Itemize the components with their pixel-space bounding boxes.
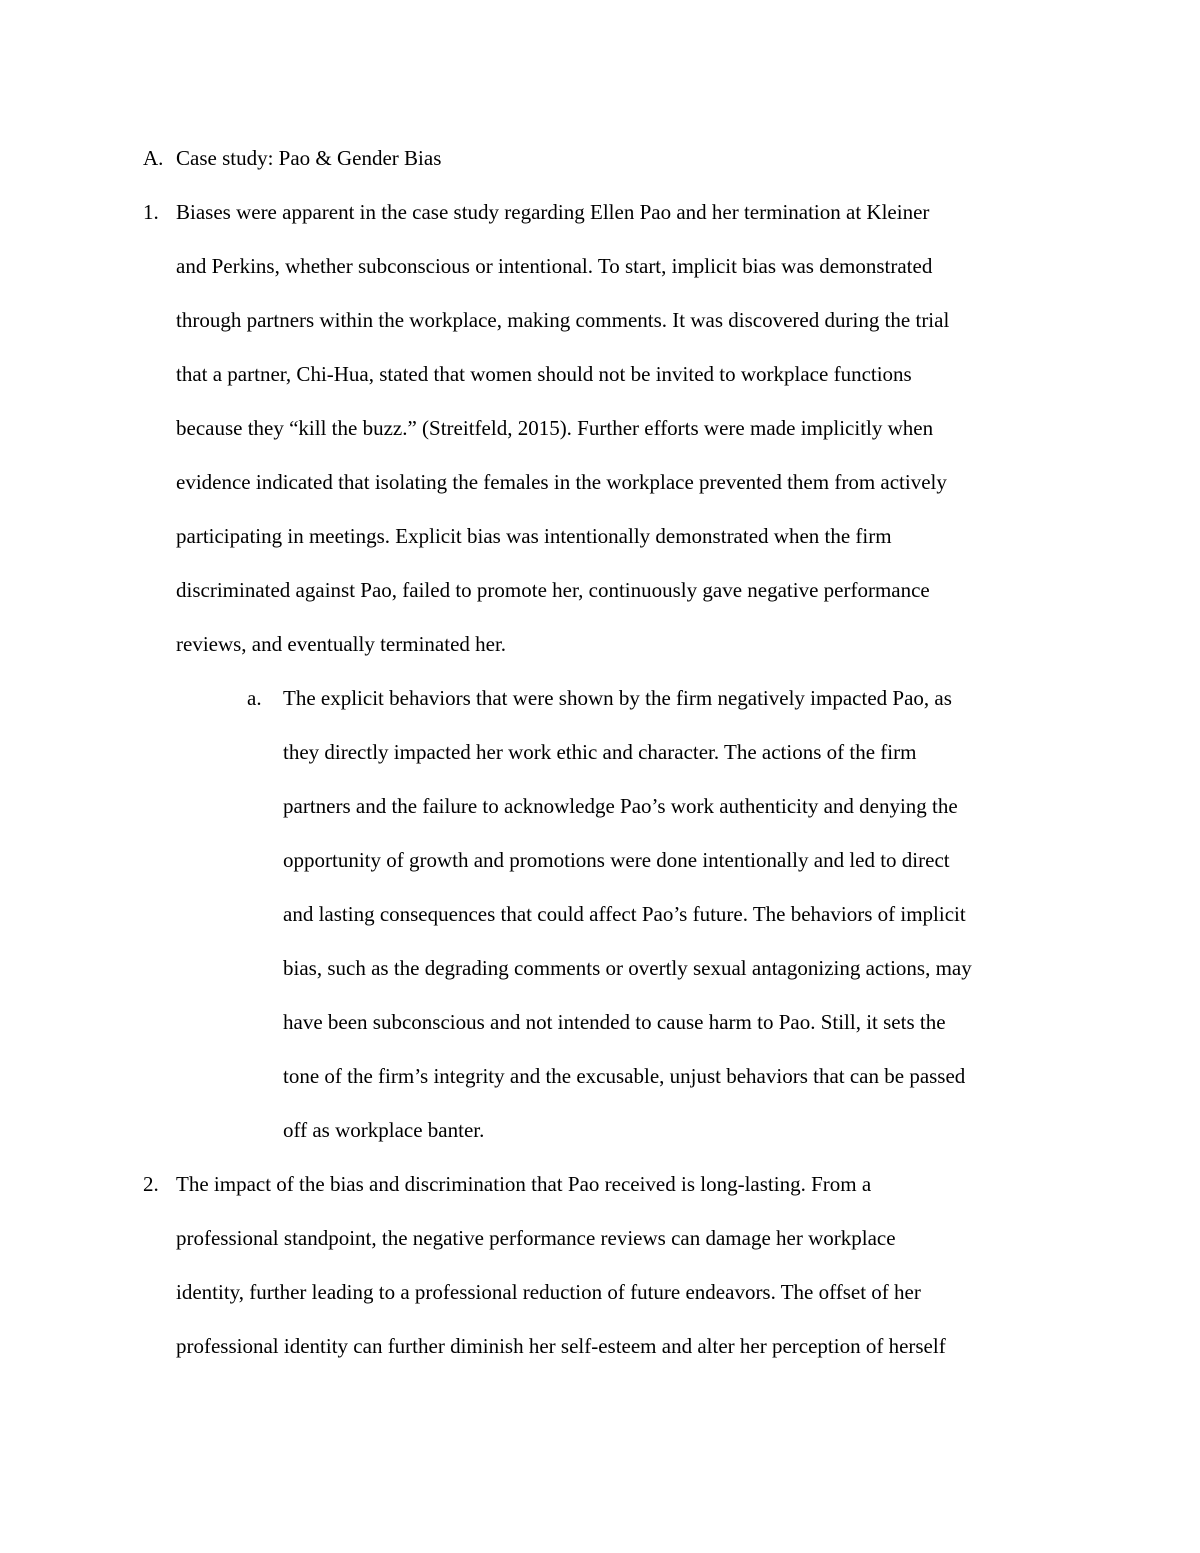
item1-line: evidence indicated that isolating the females in the workplace prevented them from actively	[176, 470, 947, 494]
item1a-line: have been subconscious and not intended to cause harm to Pao. Still, it sets the	[283, 1010, 946, 1034]
item1a-line: opportunity of growth and promotions were done intentionally and led to direct	[283, 848, 950, 872]
item1a-line: tone of the firm’s integrity and the excusable, unjust behaviors that can be passed	[283, 1064, 966, 1088]
item1-marker: 1.	[143, 200, 159, 224]
item1a-line: The explicit behaviors that were shown by the firm negatively impacted Pao, as	[283, 686, 952, 710]
item1-line: discriminated against Pao, failed to promote her, continuously gave negative performance	[176, 578, 930, 602]
item1-line: reviews, and eventually terminated her.	[176, 632, 507, 656]
item2-marker: 2.	[143, 1172, 159, 1196]
item2-line: identity, further leading to a professional reduction of future endeavors. The offset of her	[176, 1280, 921, 1304]
item1a-line: off as workplace banter.	[283, 1118, 485, 1142]
item1-line: and Perkins, whether subconscious or intentional. To start, implicit bias was demonstrated	[176, 254, 933, 278]
item1a-line: partners and the failure to acknowledge Pao’s work authenticity and denying the	[283, 794, 958, 818]
heading-text: Case study: Pao & Gender Bias	[176, 146, 442, 170]
heading-marker: A.	[143, 146, 164, 170]
item1-line: because they “kill the buzz.” (Streitfeld, 2015). Further efforts were made implicitly when	[176, 416, 934, 440]
item1a-line: and lasting consequences that could affect Pao’s future. The behaviors of implicit	[283, 902, 966, 926]
item1-line: participating in meetings. Explicit bias was intentionally demonstrated when the firm	[176, 524, 892, 548]
item1a-line: they directly impacted her work ethic and character. The actions of the firm	[283, 740, 917, 764]
item1-line: that a partner, Chi-Hua, stated that women should not be invited to workplace functions	[176, 362, 912, 386]
item2-line: professional standpoint, the negative performance reviews can damage her workplace	[176, 1226, 896, 1250]
item2-line: professional identity can further diminish her self-esteem and alter her perception of herself	[176, 1334, 946, 1358]
item1-line: Biases were apparent in the case study regarding Ellen Pao and her termination at Kleiner	[176, 200, 930, 224]
item1a-line: bias, such as the degrading comments or overtly sexual antagonizing actions, may	[283, 956, 972, 980]
item2-line: The impact of the bias and discrimination that Pao received is long-lasting. From a	[176, 1172, 872, 1196]
item1-line: through partners within the workplace, making comments. It was discovered during the trial	[176, 308, 950, 332]
item1a-marker: a.	[247, 686, 262, 710]
